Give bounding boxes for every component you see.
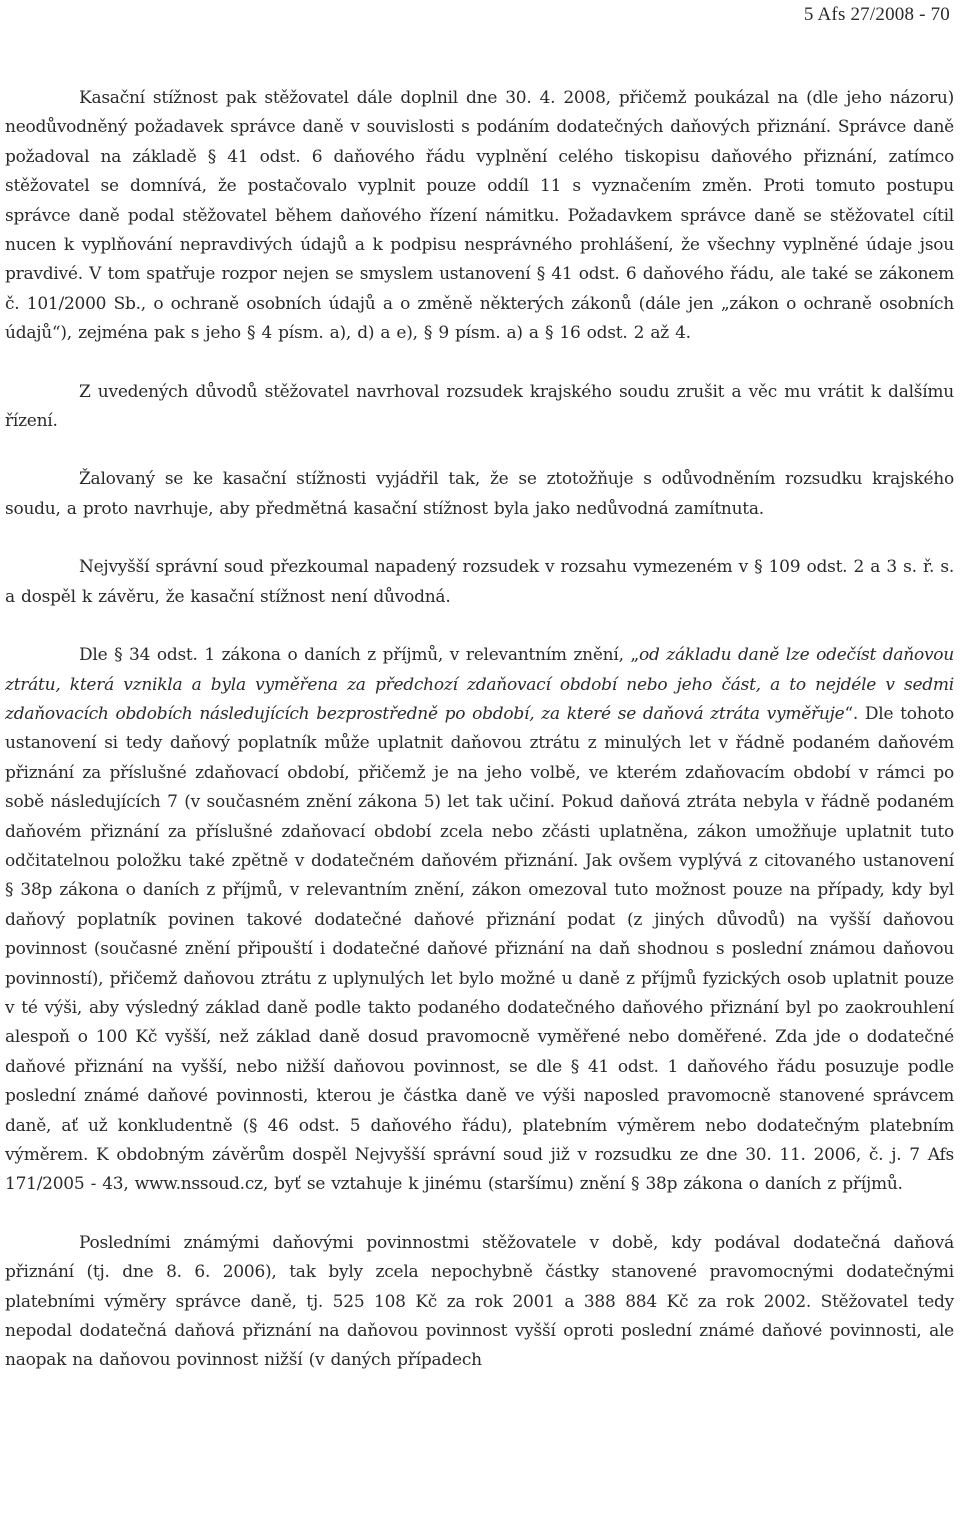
paragraph-tax-loss-intro: Dle § 34 odst. 1 zákona o daních z příjmů, v relevantním znění, „ (79, 645, 639, 666)
paragraph-last-known-liabilities: Posledními známými daňovými povinnostmi stěžovatele v době, kdy podával dodatečná daňová přiznání (tj. dne 8. 6. 2006), tak byly zcela nepochybně částky stanovené pravomocnými dodatečnými platebními výměry správce daně, tj. 525 108 Kč za rok 2001 a 388 884 Kč za rok 2002. Stěžovatel tedy nepodal dodatečná daňová přiznání na daňovou povinnost vyšší oproti poslední známé daňové povinnosti, ale naopak na daňovou povinnost nižší (v daných případech (5, 1232, 954, 1371)
paragraph-cassation-supplement: Kasační stížnost pak stěžovatel dále doplnil dne 30. 4. 2008, přičemž poukázal na (dle jeho názoru) neodůvodněný požadavek správce daně v souvislosti s podáním dodatečných daňových přiznání. Správce daně požadoval na základě § 41 odst. 6 daňového řádu vyplnění celého tiskopisu daňového přiznání, zatímco stěžovatel se domnívá, že postačovalo vyplnit pouze oddíl 11 s vyznačením změn. Proti tomuto postupu správce daně podal stěžovatel během daňového řízení námitku. Požadavkem správce daně se stěžovatel cítil nucen k vyplňování nepravdivých údajů a k podpisu nesprávného prohlášení, že všechny vyplněné údaje jsou pravdivé. V tom spatřuje rozpor nejen se smyslem ustanovení § 41 odst. 6 daňového řádu, ale také se zákonem č. 101/2000 Sb., o ochraně osobních údajů a o změně některých zákonů (dále jen „zákon o ochraně osobních údajů“), zejména pak s jeho § 4 písm. a), d) a e), § 9 písm. a) a § 16 odst. 2 až 4. (5, 88, 954, 344)
paragraph-defendant-statement: Žalovaný se ke kasační stížnosti vyjádřil tak, že se ztotožňuje s odůvodněním rozsudku krajského soudu, a proto navrhuje, aby předmětná kasační stížnost byla jako nedůvodná zamítnuta. (5, 469, 954, 519)
case-number-header: 5 Afs 27/2008 - 70 (803, 4, 950, 25)
paragraph-tax-loss-analysis: “. Dle tohoto ustanovení si tedy daňový poplatník může uplatnit daňovou ztrátu z minulých let v řádně podaném daňovém přiznání za příslušné zdaňovací období, přičemž je na jeho volbě, ve kterém zdaňovacím období v rámci po sobě následujících 7 (v současném znění zákona 5) let tak učiní. Pokud daňová ztráta nebyla v řádně podaném daňovém přiznání za příslušné zdaňovací období zcela nebo zčásti uplatněna, zákon umožňuje uplatnit tuto odčitatelnou položku také zpětně v dodatečném daňovém přiznání. Jak ovšem vyplývá z citovaného ustanovení § 38p zákona o daních z příjmů, v relevantním znění, zákon omezoval tuto možnost pouze na případy, kdy byl daňový poplatník povinen takové dodatečné daňové přiznání podat (z jiných důvodů) na vyšší daňovou povinnost (současné znění připouští i dodatečné daňové přiznání na daň shodnou s poslední známou daňovou povinností), přičemž daňovou ztrátu z uplynulých let bylo možné u daně z příjmů fyzických osob uplatnit pouze v té výši, aby výsledný základ daně podle takto podaného dodatečného daňového přiznání byl po zaokrouhlení alespoň o 100 Kč vyšší, než základ daně dosud pravomocně vyměřené nebo doměřené. Zda jde o dodatečné daňové přiznání na vyšší, nebo nižší daňovou povinnost, se dle § 41 odst. 1 daňového řádu posuzuje podle poslední známé daňové povinnosti, kterou je částka daně ve výši naposled pravomocně stanovené správcem daně, ať už konkludentně (§ 46 odst. 5 daňového řádu), platebním výměrem nebo dodatečným platebním výměrem. K obdobným závěrům dospěl Nejvyšší správní soud již v rozsudku ze dne 30. 11. 2006, č. j. 7 Afs 171/2005 - 43, www.nssoud.cz, byť se vztahuje k jinému (staršímu) znění § 38p zákona o daních z příjmů. (5, 703, 954, 1195)
statute-quotation: od základu daně lze odečíst daňovou ztrátu, která vznikla a byla vyměřena za předchozí zdaňovací období nebo jeho část, a to nejdéle v sedmi zdaňovacích obdobích následujících bezprostředně po období, za které se daňová ztráta vyměřuje (5, 645, 954, 724)
paragraph-tax-loss-provision (5, 641, 954, 1200)
document-body (5, 84, 954, 1376)
paragraph-court-review: Nejvyšší správní soud přezkoumal napadený rozsudek v rozsahu vymezeném v § 109 odst. 2 a 3 s. ř. s. a dospěl k závěru, že kasační stížnost není důvodná. (5, 557, 954, 607)
paragraph-proposal: Z uvedených důvodů stěžovatel navrhoval rozsudek krajského soudu zrušit a věc mu vrátit k dalšímu řízení. (5, 381, 954, 432)
